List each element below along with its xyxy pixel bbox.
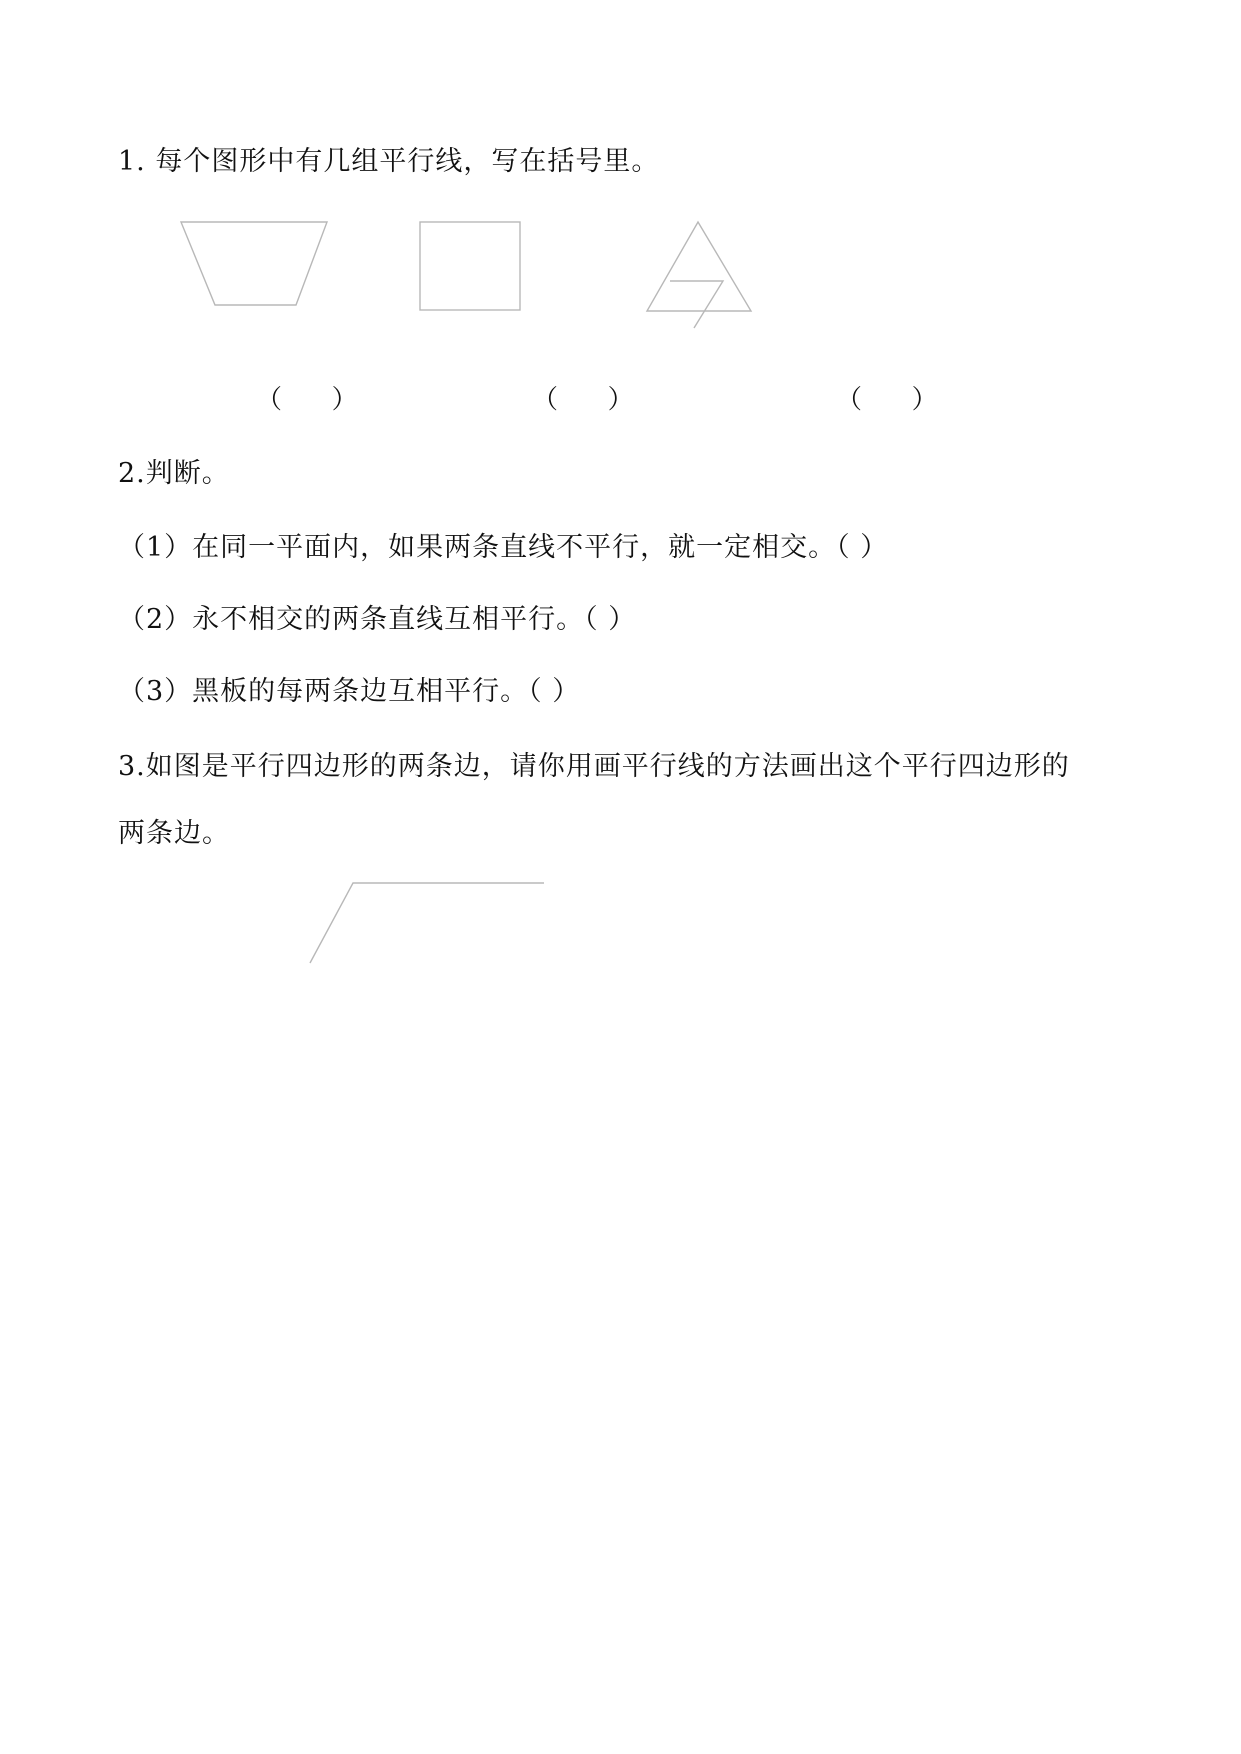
q2-title: 2.判断。 (118, 458, 230, 489)
q1-answer-blank-3[interactable]: （ ） (836, 385, 938, 415)
triangle-figure (647, 222, 751, 311)
q1-title: 1. 每个图形中有几组平行线，写在括号里。 (118, 146, 660, 177)
q1-answer-blank-1[interactable]: （ ） (256, 385, 358, 415)
q3-title-line2: 两条边。 (118, 818, 230, 849)
trapezoid-figure (181, 222, 327, 305)
q1-answer-blank-2[interactable]: （ ） (532, 385, 634, 415)
q2-item-3: （3）黑板的每两条边互相平行。（ ） (118, 676, 581, 707)
square-figure (420, 222, 520, 310)
parallelogram-two-sides (310, 883, 544, 963)
q3-title-line1: 3.如图是平行四边形的两条边，请你用画平行线的方法画出这个平行四边形的 (118, 751, 1070, 782)
triangle-inner-lines (670, 281, 723, 328)
q2-item-2: （2）永不相交的两条直线互相平行。（ ） (118, 604, 637, 635)
q2-item-1: （1）在同一平面内，如果两条直线不平行，就一定相交。（ ） (118, 532, 889, 563)
